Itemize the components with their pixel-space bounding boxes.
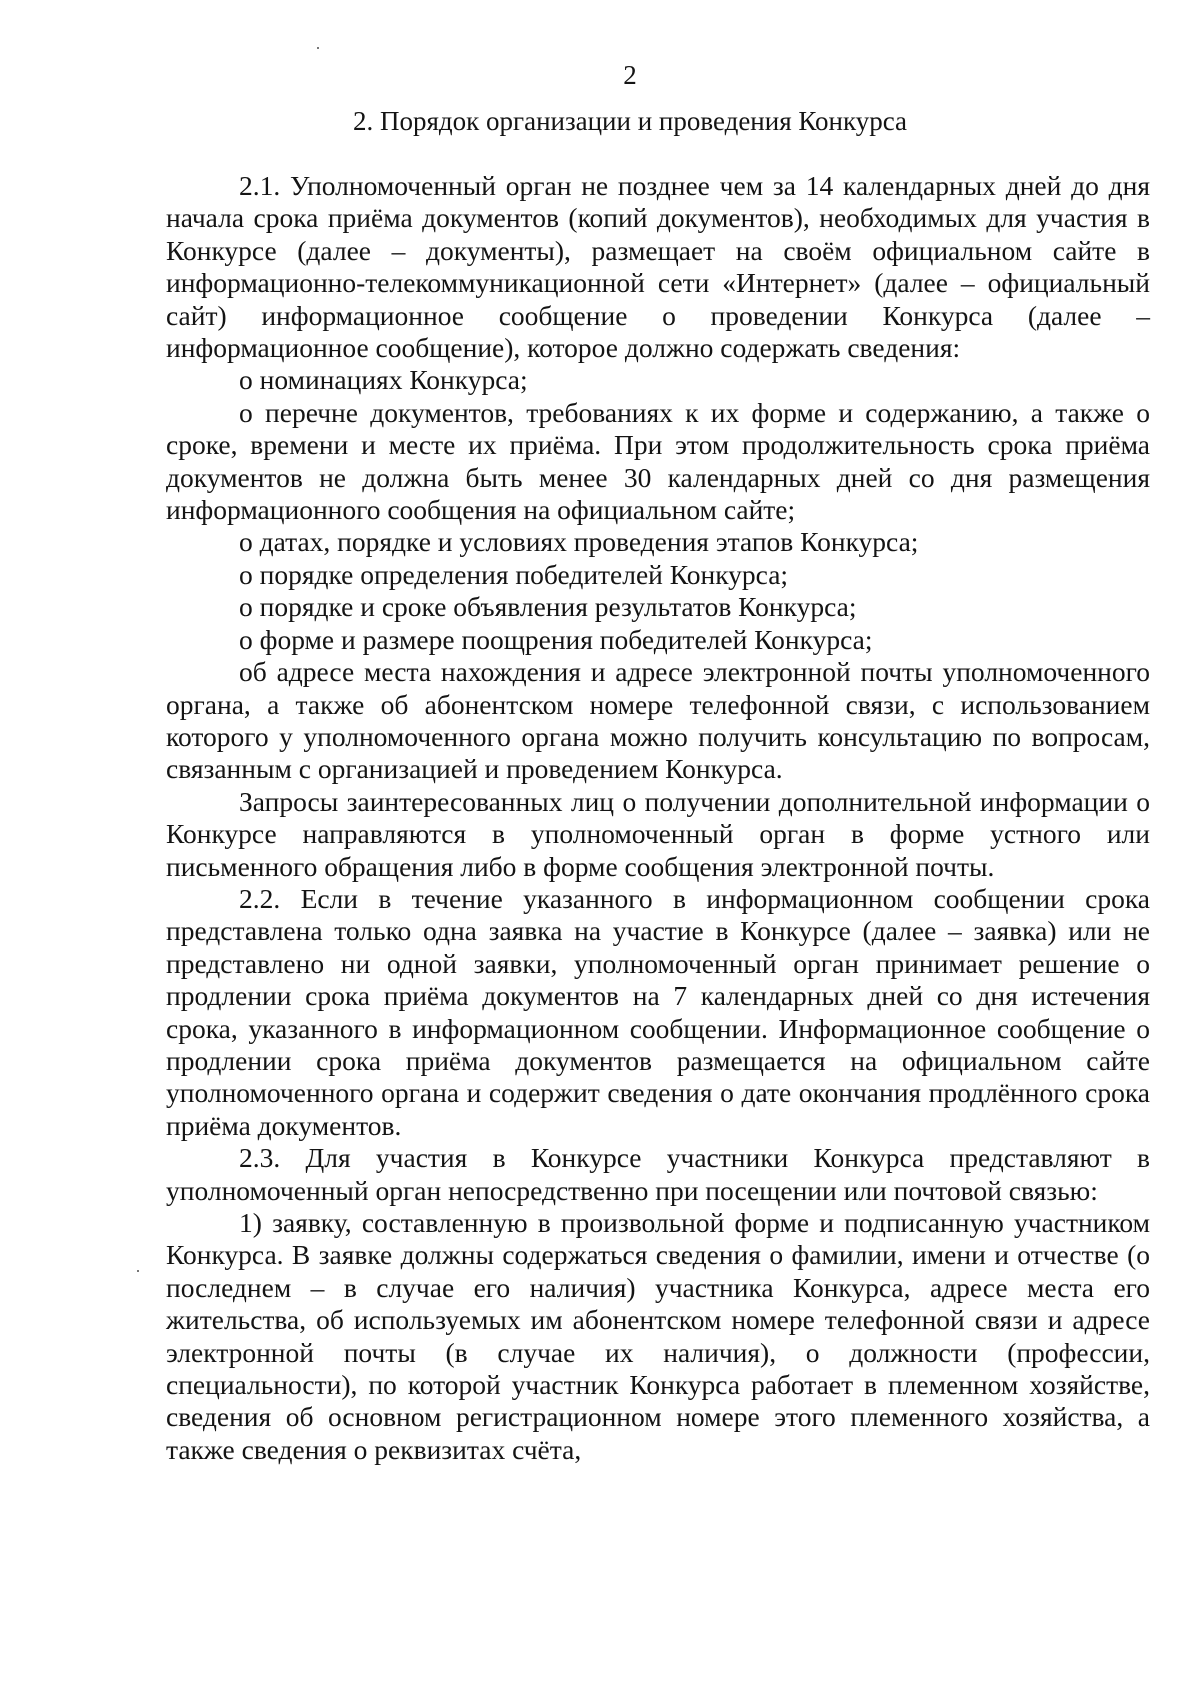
paragraph-2-2: 2.2. Если в течение указанного в информационном сообщении срока представлена только одна заявка на участие в Конкурсе (далее – заявка) или не представлено ни одной заявки, уполномоченный орган принимает решение о продлении срока приёма документов на 7 календарных дней со дня истечения срока, указанного в информационном сообщении. Информационное сообщение о продлении срока приёма документов размещается на официальном сайте уполномоченного органа и содержит сведения о дате окончания продлённого срока приёма документов. xyxy=(166,882,1150,1141)
page-number: 2 xyxy=(623,60,637,90)
document-body xyxy=(166,170,1150,1466)
section-heading: 2. Порядок организации и проведения Конкурса xyxy=(352,106,908,136)
list-item-results: о порядке и сроке объявления результатов Конкурса; xyxy=(239,591,857,623)
paragraph-requests: Запросы заинтересованных лиц о получении дополнительной информации о Конкурсе направляются в уполномоченный орган в форме устного или письменного обращения либо в форме сообщения электронной почты. xyxy=(166,785,1150,882)
scan-speck xyxy=(137,1270,139,1272)
list-item-reward: о форме и размере поощрения победителей Конкурса; xyxy=(239,623,873,655)
paragraph-2-3-item-1: 1) заявку, составленную в произвольной форме и подписанную участником Конкурса. В заявке должны содержаться сведения о фамилии, имени и отчестве (о последнем – в случае его наличия) участника Конкурса, адресе места его жительства, об используемых им абонентском номере телефонной связи и адресе электронной почты (в случае их наличия), о должности (профессии, специальности), по которой участник Конкурса работает в племенном хозяйстве, сведения об основном регистрационном номере этого племенного хозяйства, а также сведения о реквизитах счёта, xyxy=(166,1207,1150,1465)
list-item-nominations: о номинациях Конкурса; xyxy=(239,364,528,396)
list-item-dates: о датах, порядке и условиях проведения этапов Конкурса; xyxy=(239,526,919,558)
paragraph-2-3: 2.3. Для участия в Конкурсе участники Конкурса представляют в уполномоченный орган непосредственно при посещении или почтовой связью: xyxy=(166,1142,1150,1206)
paragraph-2-1: 2.1. Уполномоченный орган не позднее чем за 14 календарных дней до дня начала срока приёма документов (копий документов), необходимых для участия в Конкурсе (далее – документы), размещает на своём официальном сайте в информационно-телекоммуникационной сети «Интернет» (далее – официальный сайт) информационное сообщение о проведении Конкурса (далее – информационное сообщение), которое должно содержать сведения: xyxy=(166,170,1150,364)
list-item-winners: о порядке определения победителей Конкурса; xyxy=(239,558,789,590)
list-item-documents: о перечне документов, требованиях к их форме и содержанию, а также о сроке, времени и месте их приёма. При этом продолжительность срока приёма документов не должна быть менее 30 календарных дней со дня размещения информационного сообщения на официальном сайте; xyxy=(166,396,1150,526)
list-item-contacts: об адресе места нахождения и адресе электронной почты уполномоченного органа, а также об абонентском номере телефонной связи, с использованием которого у уполномоченного органа можно получить консультацию по вопросам, связанным с организацией и проведением Конкурса. xyxy=(166,656,1150,785)
scan-speck xyxy=(317,47,319,49)
